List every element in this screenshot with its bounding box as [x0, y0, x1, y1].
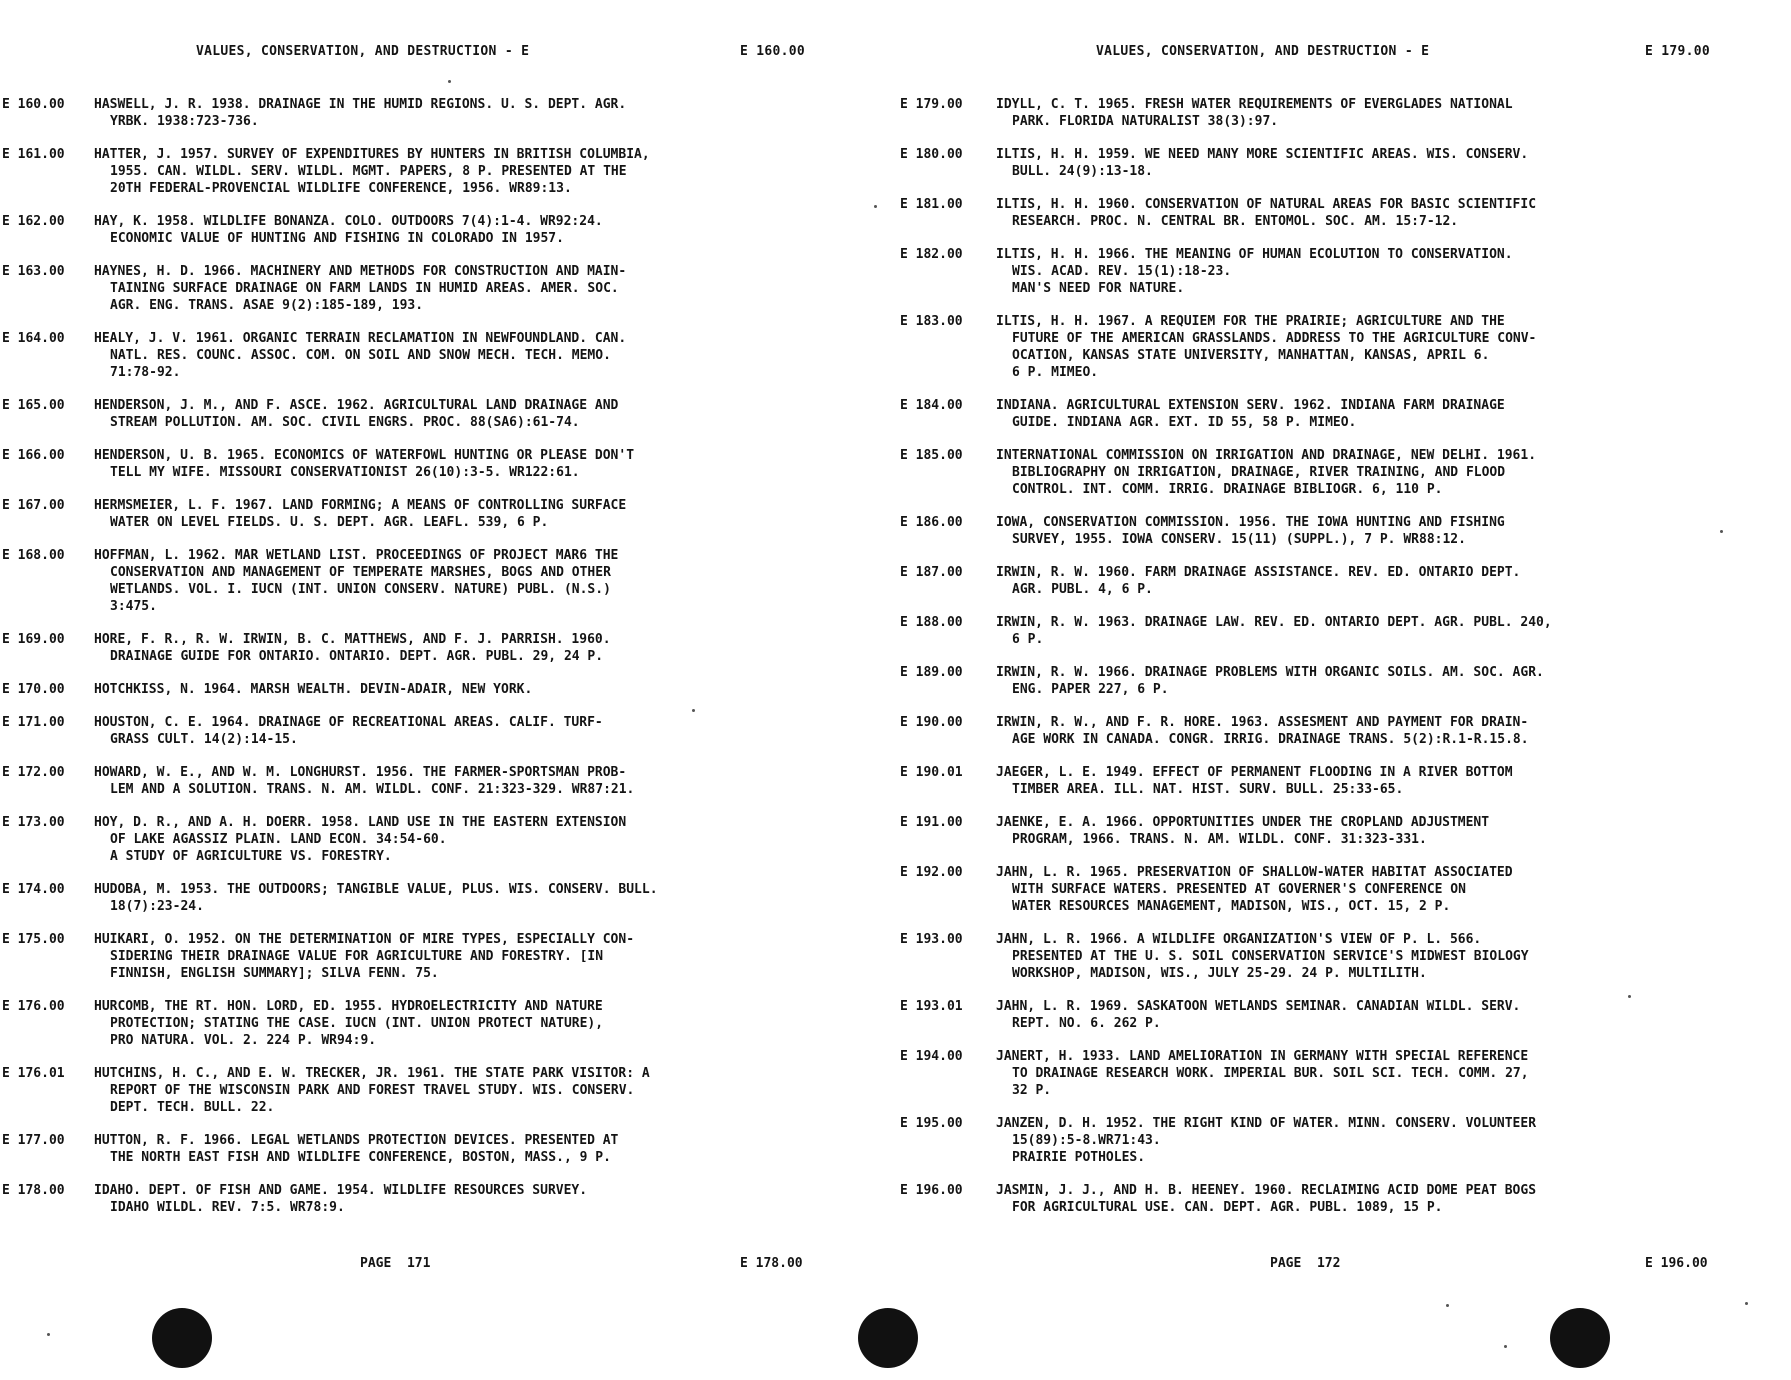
- entry-code: E 175.00: [2, 932, 65, 947]
- entry-text-line: HOWARD, W. E., AND W. M. LONGHURST. 1956. THE FARMER-SPORTSMAN PROB-: [94, 765, 627, 780]
- entry-code: E 166.00: [2, 448, 65, 463]
- scan-speck: [1446, 1304, 1449, 1307]
- entry-code: E 196.00: [900, 1183, 963, 1198]
- entry-list: [0, 96, 860, 1232]
- entry-text-line: PROGRAM, 1966. TRANS. N. AM. WILDL. CONF. 31:323-331.: [1012, 832, 1427, 847]
- entry-text-line: CONTROL. INT. COMM. IRRIG. DRAINAGE BIBLIOGR. 6, 110 P.: [1012, 482, 1443, 497]
- bibliography-entry: [0, 96, 860, 130]
- page-number: PAGE 172: [1270, 1256, 1341, 1271]
- page-number: PAGE 171: [360, 1256, 431, 1271]
- page-header-title: VALUES, CONSERVATION, AND DESTRUCTION - E: [1096, 44, 1430, 59]
- entry-text-line: ILTIS, H. H. 1966. THE MEANING OF HUMAN ECOLUTION TO CONSERVATION.: [996, 247, 1513, 262]
- bibliography-entry: [0, 213, 860, 247]
- entry-code: E 171.00: [2, 715, 65, 730]
- entry-text-line: HOFFMAN, L. 1962. MAR WETLAND LIST. PROCEEDINGS OF PROJECT MAR6 THE: [94, 548, 619, 563]
- entry-text-line: WITH SURFACE WATERS. PRESENTED AT GOVERNER'S CONFERENCE ON: [1012, 882, 1466, 897]
- entry-text-line: SURVEY, 1955. IOWA CONSERV. 15(11) (SUPPL.), 7 P. WR88:12.: [1012, 532, 1466, 547]
- entry-text-line: ILTIS, H. H. 1960. CONSERVATION OF NATURAL AREAS FOR BASIC SCIENTIFIC: [996, 197, 1537, 212]
- entry-text-line: LEM AND A SOLUTION. TRANS. N. AM. WILDL. CONF. 21:323-329. WR87:21.: [110, 782, 635, 797]
- right-page: [900, 0, 1780, 1380]
- entry-text-line: WORKSHOP, MADISON, WIS., JULY 25-29. 24 P. MULTILITH.: [1012, 966, 1427, 981]
- entry-text-line: WATER ON LEVEL FIELDS. U. S. DEPT. AGR. LEAFL. 539, 6 P.: [110, 515, 549, 530]
- punch-hole: [858, 1308, 918, 1368]
- entry-text-line: JAHN, L. R. 1969. SASKATOON WETLANDS SEMINAR. CANADIAN WILDL. SERV.: [996, 999, 1521, 1014]
- bibliography-entry: [900, 514, 1780, 548]
- bibliography-entry: [900, 814, 1780, 848]
- entry-text-line: AGR. ENG. TRANS. ASAE 9(2):185-189, 193.: [110, 298, 424, 313]
- entry-text-line: NATL. RES. COUNC. ASSOC. COM. ON SOIL AND SNOW MECH. TECH. MEMO.: [110, 348, 611, 363]
- entry-text-line: HOUSTON, C. E. 1964. DRAINAGE OF RECREATIONAL AREAS. CALIF. TURF-: [94, 715, 603, 730]
- entry-code: E 164.00: [2, 331, 65, 346]
- entry-text-line: REPT. NO. 6. 262 P.: [1012, 1016, 1161, 1031]
- entry-code: E 182.00: [900, 247, 963, 262]
- bibliography-entry: [0, 1182, 860, 1216]
- entry-code: E 186.00: [900, 515, 963, 530]
- entry-text-line: WETLANDS. VOL. I. IUCN (INT. UNION CONSERV. NATURE) PUBL. (N.S.): [110, 582, 611, 597]
- bibliography-entry: [900, 1115, 1780, 1166]
- entry-code: E 181.00: [900, 197, 963, 212]
- entry-text-line: HUTTON, R. F. 1966. LEGAL WETLANDS PROTECTION DEVICES. PRESENTED AT: [94, 1133, 619, 1148]
- entry-code: E 190.00: [900, 715, 963, 730]
- bibliography-entry: [900, 447, 1780, 498]
- entry-code: E 161.00: [2, 147, 65, 162]
- bibliography-entry: [0, 631, 860, 665]
- entry-code: E 176.00: [2, 999, 65, 1014]
- entry-code: E 178.00: [2, 1183, 65, 1198]
- entry-code: E 190.01: [900, 765, 963, 780]
- bibliography-entry: [0, 330, 860, 381]
- bibliography-entry: [900, 96, 1780, 130]
- entry-text-line: HUIKARI, O. 1952. ON THE DETERMINATION OF MIRE TYPES, ESPECIALLY CON-: [94, 932, 635, 947]
- entry-text-line: IDAHO. DEPT. OF FISH AND GAME. 1954. WILDLIFE RESOURCES SURVEY.: [94, 1183, 588, 1198]
- entry-code: E 163.00: [2, 264, 65, 279]
- entry-text-line: HENDERSON, U. B. 1965. ECONOMICS OF WATERFOWL HUNTING OR PLEASE DON'T: [94, 448, 635, 463]
- entry-text-line: AGR. PUBL. 4, 6 P.: [1012, 582, 1153, 597]
- entry-code: E 177.00: [2, 1133, 65, 1148]
- entry-text-line: BULL. 24(9):13-18.: [1012, 164, 1153, 179]
- entry-code: E 174.00: [2, 882, 65, 897]
- entry-code: E 170.00: [2, 682, 65, 697]
- bibliography-entry: [0, 146, 860, 197]
- entry-text-line: HUDOBA, M. 1953. THE OUTDOORS; TANGIBLE VALUE, PLUS. WIS. CONSERV. BULL.: [94, 882, 658, 897]
- bibliography-entry: [900, 196, 1780, 230]
- left-page: [0, 0, 860, 1380]
- entry-code: E 173.00: [2, 815, 65, 830]
- entry-text-line: JAHN, L. R. 1966. A WILDLIFE ORGANIZATION'S VIEW OF P. L. 566.: [996, 932, 1482, 947]
- entry-text-line: STREAM POLLUTION. AM. SOC. CIVIL ENGRS. PROC. 88(SA6):61-74.: [110, 415, 580, 430]
- bibliography-entry: [900, 931, 1780, 982]
- entry-text-line: HERMSMEIER, L. F. 1967. LAND FORMING; A MEANS OF CONTROLLING SURFACE: [94, 498, 627, 513]
- bibliography-entry: [0, 814, 860, 865]
- page-footer-code: E 196.00: [1645, 1256, 1708, 1271]
- entry-text-line: JAHN, L. R. 1965. PRESERVATION OF SHALLOW-WATER HABITAT ASSOCIATED: [996, 865, 1513, 880]
- bibliography-entry: [900, 1182, 1780, 1216]
- bibliography-entry: [900, 1048, 1780, 1099]
- scan-speck: [1504, 1345, 1507, 1348]
- punch-hole: [152, 1308, 212, 1368]
- bibliography-entry: [900, 397, 1780, 431]
- entry-text-line: INTERNATIONAL COMMISSION ON IRRIGATION AND DRAINAGE, NEW DELHI. 1961.: [996, 448, 1537, 463]
- entry-text-line: HORE, F. R., R. W. IRWIN, B. C. MATTHEWS, AND F. J. PARRISH. 1960.: [94, 632, 611, 647]
- bibliography-entry: [900, 864, 1780, 915]
- entry-code: E 195.00: [900, 1116, 963, 1131]
- entry-text-line: REPORT OF THE WISCONSIN PARK AND FOREST TRAVEL STUDY. WIS. CONSERV.: [110, 1083, 635, 1098]
- entry-text-line: IDAHO WILDL. REV. 7:5. WR78:9.: [110, 1200, 345, 1215]
- entry-code: E 191.00: [900, 815, 963, 830]
- entry-text-line: ILTIS, H. H. 1959. WE NEED MANY MORE SCIENTIFIC AREAS. WIS. CONSERV.: [996, 147, 1529, 162]
- bibliography-entry: [900, 614, 1780, 648]
- entry-text-line: JASMIN, J. J., AND H. B. HEENEY. 1960. RECLAIMING ACID DOME PEAT BOGS: [996, 1183, 1537, 1198]
- scan-speck: [692, 709, 695, 712]
- bibliography-entry: [0, 714, 860, 748]
- entry-text-line: 32 P.: [1012, 1083, 1052, 1098]
- entry-text-line: WIS. ACAD. REV. 15(1):18-23.: [1012, 264, 1232, 279]
- page-header-title: VALUES, CONSERVATION, AND DESTRUCTION - E: [196, 44, 530, 59]
- entry-text-line: DEPT. TECH. BULL. 22.: [110, 1100, 275, 1115]
- bibliography-entry: [900, 998, 1780, 1032]
- bibliography-entry: [0, 263, 860, 314]
- bibliography-entry: [0, 764, 860, 798]
- entry-text-line: TELL MY WIFE. MISSOURI CONSERVATIONIST 26(10):3-5. WR122:61.: [110, 465, 580, 480]
- entry-text-line: GRASS CULT. 14(2):14-15.: [110, 732, 298, 747]
- entry-text-line: GUIDE. INDIANA AGR. EXT. ID 55, 58 P. MIMEO.: [1012, 415, 1357, 430]
- bibliography-entry: [0, 397, 860, 431]
- entry-code: E 179.00: [900, 97, 963, 112]
- entry-text-line: OCATION, KANSAS STATE UNIVERSITY, MANHATTAN, KANSAS, APRIL 6.: [1012, 348, 1490, 363]
- entry-text-line: HASWELL, J. R. 1938. DRAINAGE IN THE HUMID REGIONS. U. S. DEPT. AGR.: [94, 97, 627, 112]
- entry-list: [900, 96, 1780, 1232]
- entry-text-line: JAENKE, E. A. 1966. OPPORTUNITIES UNDER THE CROPLAND ADJUSTMENT: [996, 815, 1490, 830]
- entry-text-line: ECONOMIC VALUE OF HUNTING AND FISHING IN COLORADO IN 1957.: [110, 231, 564, 246]
- entry-text-line: JAEGER, L. E. 1949. EFFECT OF PERMANENT FLOODING IN A RIVER BOTTOM: [996, 765, 1513, 780]
- entry-text-line: HAYNES, H. D. 1966. MACHINERY AND METHODS FOR CONSTRUCTION AND MAIN-: [94, 264, 627, 279]
- bibliography-entry: [0, 547, 860, 615]
- entry-text-line: IRWIN, R. W. 1960. FARM DRAINAGE ASSISTANCE. REV. ED. ONTARIO DEPT.: [996, 565, 1521, 580]
- entry-code: E 160.00: [2, 97, 65, 112]
- entry-text-line: ENG. PAPER 227, 6 P.: [1012, 682, 1169, 697]
- entry-text-line: HENDERSON, J. M., AND F. ASCE. 1962. AGRICULTURAL LAND DRAINAGE AND: [94, 398, 619, 413]
- entry-code: E 168.00: [2, 548, 65, 563]
- entry-code: E 183.00: [900, 314, 963, 329]
- entry-text-line: A STUDY OF AGRICULTURE VS. FORESTRY.: [110, 849, 392, 864]
- bibliography-entry: [900, 664, 1780, 698]
- entry-text-line: 1955. CAN. WILDL. SERV. WILDL. MGMT. PAPERS, 8 P. PRESENTED AT THE: [110, 164, 627, 179]
- entry-text-line: FINNISH, ENGLISH SUMMARY]; SILVA FENN. 75.: [110, 966, 439, 981]
- entry-text-line: FUTURE OF THE AMERICAN GRASSLANDS. ADDRESS TO THE AGRICULTURE CONV-: [1012, 331, 1537, 346]
- entry-code: E 162.00: [2, 214, 65, 229]
- bibliography-entry: [0, 881, 860, 915]
- punch-hole: [1550, 1308, 1610, 1368]
- entry-text-line: PRESENTED AT THE U. S. SOIL CONSERVATION SERVICE'S MIDWEST BIOLOGY: [1012, 949, 1529, 964]
- entry-text-line: DRAINAGE GUIDE FOR ONTARIO. ONTARIO. DEPT. AGR. PUBL. 29, 24 P.: [110, 649, 604, 664]
- entry-text-line: BIBLIOGRAPHY ON IRRIGATION, DRAINAGE, RIVER TRAINING, AND FLOOD: [1012, 465, 1506, 480]
- entry-text-line: INDIANA. AGRICULTURAL EXTENSION SERV. 1962. INDIANA FARM DRAINAGE: [996, 398, 1505, 413]
- entry-text-line: TIMBER AREA. ILL. NAT. HIST. SURV. BULL. 25:33-65.: [1012, 782, 1404, 797]
- bibliography-entry: [0, 447, 860, 481]
- entry-text-line: PARK. FLORIDA NATURALIST 38(3):97.: [1012, 114, 1279, 129]
- entry-text-line: IRWIN, R. W. 1966. DRAINAGE PROBLEMS WITH ORGANIC SOILS. AM. SOC. AGR.: [996, 665, 1544, 680]
- entry-code: E 193.01: [900, 999, 963, 1014]
- entry-text-line: PRAIRIE POTHOLES.: [1012, 1150, 1146, 1165]
- entry-text-line: FOR AGRICULTURAL USE. CAN. DEPT. AGR. PUBL. 1089, 15 P.: [1012, 1200, 1443, 1215]
- entry-text-line: ILTIS, H. H. 1967. A REQUIEM FOR THE PRAIRIE; AGRICULTURE AND THE: [996, 314, 1505, 329]
- entry-code: E 185.00: [900, 448, 963, 463]
- entry-text-line: PRO NATURA. VOL. 2. 224 P. WR94:9.: [110, 1033, 377, 1048]
- entry-code: E 180.00: [900, 147, 963, 162]
- entry-text-line: HOTCHKISS, N. 1964. MARSH WEALTH. DEVIN-ADAIR, NEW YORK.: [94, 682, 533, 697]
- bibliography-entry: [900, 714, 1780, 748]
- page-footer-code: E 178.00: [740, 1256, 803, 1271]
- entry-text-line: 18(7):23-24.: [110, 899, 204, 914]
- bibliography-entry: [900, 764, 1780, 798]
- entry-text-line: HEALY, J. V. 1961. ORGANIC TERRAIN RECLAMATION IN NEWFOUNDLAND. CAN.: [94, 331, 627, 346]
- entry-text-line: THE NORTH EAST FISH AND WILDLIFE CONFERENCE, BOSTON, MASS., 9 P.: [110, 1150, 611, 1165]
- scan-speck: [448, 80, 451, 83]
- entry-text-line: SIDERING THEIR DRAINAGE VALUE FOR AGRICULTURE AND FORESTRY. [IN: [110, 949, 604, 964]
- entry-text-line: AGE WORK IN CANADA. CONGR. IRRIG. DRAINAGE TRANS. 5(2):R.1-R.15.8.: [1012, 732, 1529, 747]
- entry-text-line: HUTCHINS, H. C., AND E. W. TRECKER, JR. 1961. THE STATE PARK VISITOR: A: [94, 1066, 650, 1081]
- scan-speck: [1720, 530, 1723, 533]
- entry-text-line: 15(89):5-8.WR71:43.: [1012, 1133, 1161, 1148]
- entry-text-line: MAN'S NEED FOR NATURE.: [1012, 281, 1185, 296]
- entry-code: E 165.00: [2, 398, 65, 413]
- entry-text-line: PROTECTION; STATING THE CASE. IUCN (INT. UNION PROTECT NATURE),: [110, 1016, 604, 1031]
- entry-text-line: 20TH FEDERAL-PROVENCIAL WILDLIFE CONFERENCE, 1956. WR89:13.: [110, 181, 572, 196]
- bibliography-entry: [0, 681, 860, 698]
- scan-speck: [874, 205, 877, 208]
- entry-text-line: IDYLL, C. T. 1965. FRESH WATER REQUIREMENTS OF EVERGLADES NATIONAL: [996, 97, 1513, 112]
- entry-text-line: HURCOMB, THE RT. HON. LORD, ED. 1955. HYDROELECTRICITY AND NATURE: [94, 999, 603, 1014]
- bibliography-entry: [900, 146, 1780, 180]
- bibliography-entry: [0, 1065, 860, 1116]
- entry-code: E 172.00: [2, 765, 65, 780]
- entry-text-line: IOWA, CONSERVATION COMMISSION. 1956. THE IOWA HUNTING AND FISHING: [996, 515, 1505, 530]
- entry-text-line: RESEARCH. PROC. N. CENTRAL BR. ENTOMOL. SOC. AM. 15:7-12.: [1012, 214, 1459, 229]
- entry-code: E 167.00: [2, 498, 65, 513]
- entry-text-line: HATTER, J. 1957. SURVEY OF EXPENDITURES BY HUNTERS IN BRITISH COLUMBIA,: [94, 147, 650, 162]
- entry-code: E 169.00: [2, 632, 65, 647]
- entry-code: E 188.00: [900, 615, 963, 630]
- bibliography-entry: [900, 313, 1780, 381]
- entry-text-line: JANERT, H. 1933. LAND AMELIORATION IN GERMANY WITH SPECIAL REFERENCE: [996, 1049, 1529, 1064]
- entry-text-line: 6 P. MIMEO.: [1012, 365, 1099, 380]
- scan-speck: [47, 1333, 50, 1336]
- scan-speck: [1628, 995, 1631, 998]
- entry-text-line: IRWIN, R. W., AND F. R. HORE. 1963. ASSESMENT AND PAYMENT FOR DRAIN-: [996, 715, 1529, 730]
- entry-code: E 189.00: [900, 665, 963, 680]
- page-header-code: E 160.00: [740, 44, 806, 59]
- entry-text-line: 3:475.: [110, 599, 157, 614]
- entry-code: E 176.01: [2, 1066, 65, 1081]
- entry-text-line: 71:78-92.: [110, 365, 181, 380]
- scan-speck: [1745, 1302, 1748, 1305]
- entry-text-line: YRBK. 1938:723-736.: [110, 114, 259, 129]
- entry-text-line: HAY, K. 1958. WILDLIFE BONANZA. COLO. OUTDOORS 7(4):1-4. WR92:24.: [94, 214, 603, 229]
- entry-code: E 187.00: [900, 565, 963, 580]
- page-header-code: E 179.00: [1645, 44, 1711, 59]
- entry-text-line: TAINING SURFACE DRAINAGE ON FARM LANDS IN HUMID AREAS. AMER. SOC.: [110, 281, 619, 296]
- entry-text-line: OF LAKE AGASSIZ PLAIN. LAND ECON. 34:54-60.: [110, 832, 447, 847]
- bibliography-entry: [0, 497, 860, 531]
- bibliography-entry: [0, 1132, 860, 1166]
- bibliography-entry: [900, 246, 1780, 297]
- entry-code: E 193.00: [900, 932, 963, 947]
- entry-code: E 184.00: [900, 398, 963, 413]
- entry-text-line: 6 P.: [1012, 632, 1044, 647]
- entry-code: E 194.00: [900, 1049, 963, 1064]
- entry-text-line: IRWIN, R. W. 1963. DRAINAGE LAW. REV. ED. ONTARIO DEPT. AGR. PUBL. 240,: [996, 615, 1552, 630]
- bibliography-entry: [0, 998, 860, 1049]
- entry-text-line: HOY, D. R., AND A. H. DOERR. 1958. LAND USE IN THE EASTERN EXTENSION: [94, 815, 627, 830]
- bibliography-entry: [0, 931, 860, 982]
- entry-text-line: JANZEN, D. H. 1952. THE RIGHT KIND OF WATER. MINN. CONSERV. VOLUNTEER: [996, 1116, 1537, 1131]
- bibliography-entry: [900, 564, 1780, 598]
- entry-text-line: TO DRAINAGE RESEARCH WORK. IMPERIAL BUR. SOIL SCI. TECH. COMM. 27,: [1012, 1066, 1529, 1081]
- entry-text-line: WATER RESOURCES MANAGEMENT, MADISON, WIS., OCT. 15, 2 P.: [1012, 899, 1451, 914]
- entry-code: E 192.00: [900, 865, 963, 880]
- entry-text-line: CONSERVATION AND MANAGEMENT OF TEMPERATE MARSHES, BOGS AND OTHER: [110, 565, 611, 580]
